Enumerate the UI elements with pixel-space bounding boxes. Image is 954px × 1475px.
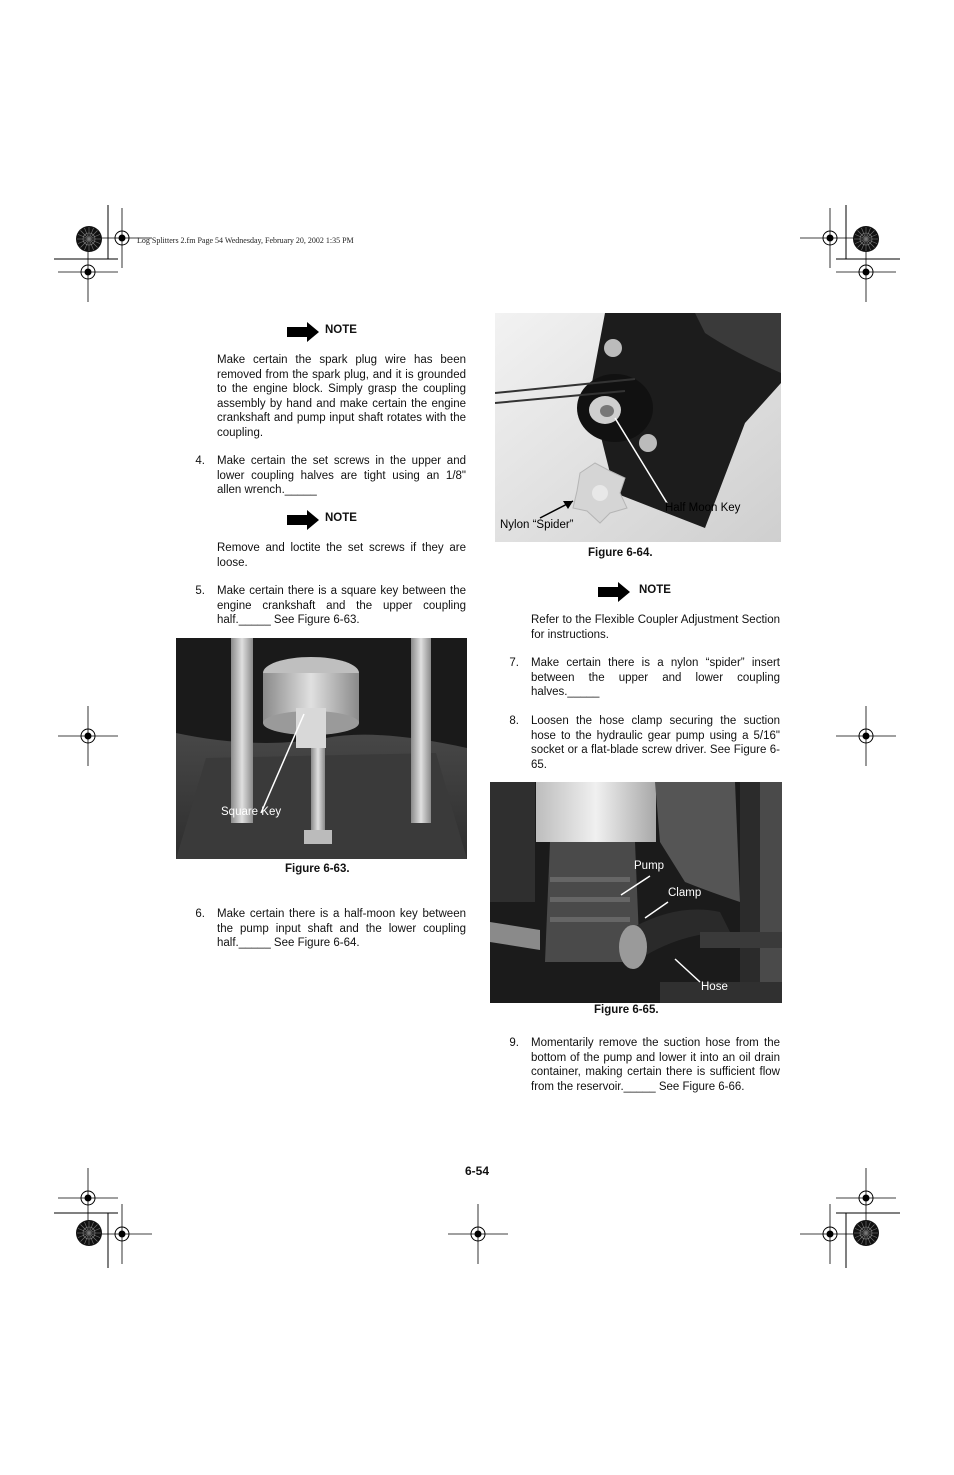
- figure-caption: Figure 6-63.: [285, 863, 350, 875]
- figure-caption: Figure 6-65.: [594, 1004, 659, 1016]
- step-number: 4.: [195, 455, 205, 467]
- crosshair-mark: [58, 706, 118, 766]
- step-text: Make certain the set screws in the upper and lower coupling halves are tight using an 1/8" allen wrench._____: [217, 455, 466, 497]
- registration-target-mark: [76, 226, 102, 252]
- crosshair-mark: [836, 706, 896, 766]
- note-text: Refer to the Flexible Coupler Adjustment Section for instructions.: [531, 614, 780, 641]
- note-label: NOTE: [639, 584, 671, 596]
- registration-target-mark: [853, 1220, 879, 1246]
- registration-target-mark: [76, 1220, 102, 1246]
- step-text: Make certain there is a nylon “spider” insert between the upper and lower coupling halves._____: [531, 657, 780, 699]
- note-arrow-icon: [287, 322, 319, 342]
- figure-caption: Figure 6-64.: [588, 547, 653, 559]
- step-number: 8.: [509, 715, 519, 727]
- square-key-label: Square Key: [221, 806, 282, 818]
- note-arrow-icon: [287, 510, 319, 530]
- note-label: NOTE: [325, 512, 357, 524]
- step-number: 6.: [195, 908, 205, 920]
- hose-label: Hose: [701, 981, 728, 993]
- note-arrow-icon: [598, 582, 630, 602]
- figure-6-63-photo: [176, 638, 467, 859]
- file-info-header: Log Splitters 2.fm Page 54 Wednesday, February 20, 2002 1:35 PM: [137, 236, 354, 245]
- nylon-spider-label: Nylon “Spider”: [500, 519, 574, 531]
- crosshair-mark: [836, 1168, 896, 1228]
- figure-6-65-photo: [490, 782, 782, 1003]
- step-text: Momentarily remove the suction hose from the bottom of the pump and lower it into an oil drain container, making certain there is sufficient flow from the reservoir._____ See Figure 6-66.: [531, 1037, 780, 1093]
- step-number: 9.: [509, 1037, 519, 1049]
- step-text: Loosen the hose clamp securing the suction hose to the hydraulic gear pump using a 5/16" socket or a flat-blade screw driver. See Figure 6-65.: [531, 715, 780, 771]
- step-text: Make certain there is a half-moon key between the pump input shaft and the lower coupling half._____ See Figure 6-64.: [217, 908, 466, 950]
- page-number: 6-54: [465, 1164, 490, 1178]
- crosshair-mark: [58, 1168, 118, 1228]
- crosshair-mark: [448, 1204, 508, 1264]
- note-text: Remove and loctite the set screws if they are loose.: [217, 542, 466, 569]
- registration-target-mark: [853, 226, 879, 252]
- clamp-label: Clamp: [668, 887, 702, 899]
- pump-label: Pump: [634, 860, 665, 872]
- half-moon-key-label: Half Moon Key: [665, 502, 741, 514]
- note-text: Make certain the spark plug wire has been removed from the spark plug, and it is grounded to the engine block. Simply grasp the coupling assembly by hand and make certain the engine crankshaft and pump input shaft rotates with the coupling.: [217, 354, 466, 439]
- figure-6-64-photo: [495, 313, 781, 542]
- note-label: NOTE: [325, 324, 357, 336]
- step-text: Make certain there is a square key between the engine crankshaft and the upper coupling half._____ See Figure 6-63.: [217, 585, 466, 627]
- step-number: 5.: [195, 585, 205, 597]
- step-number: 7.: [509, 657, 519, 669]
